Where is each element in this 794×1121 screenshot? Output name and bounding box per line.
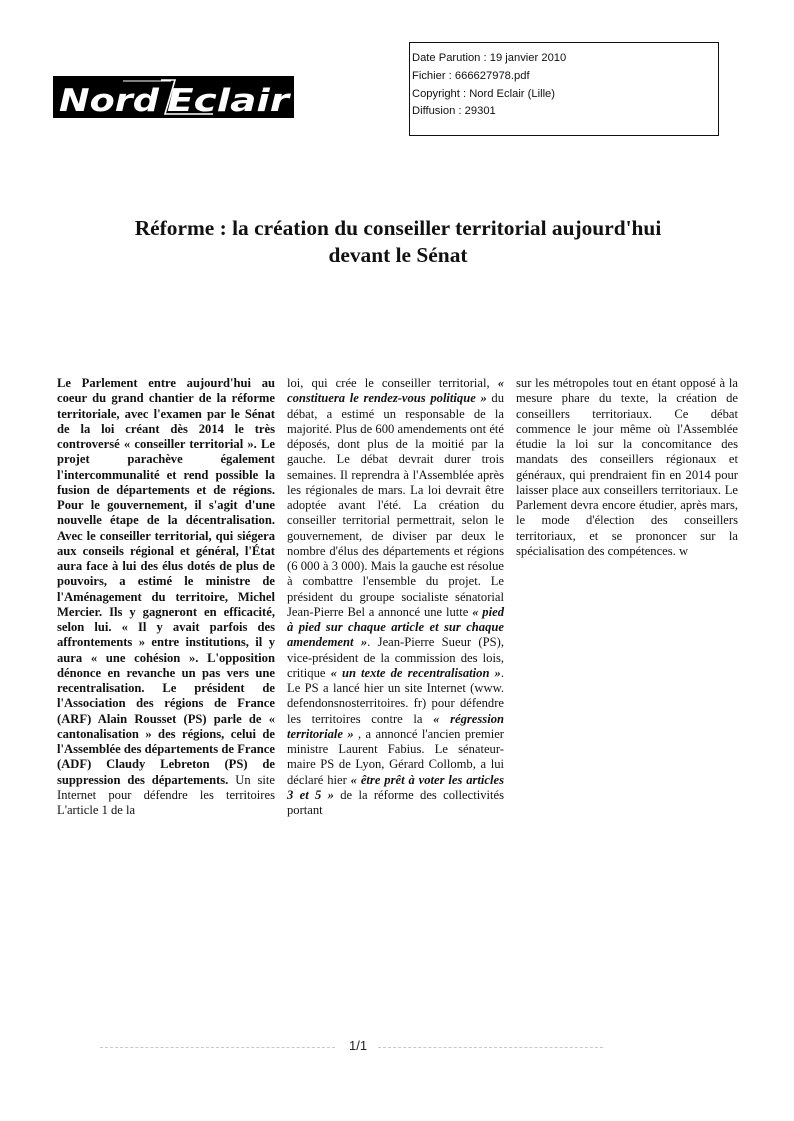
info-file: Fichier : 666627978.pdf	[412, 69, 530, 82]
quote: « constituera le rendez-vous politique »	[287, 376, 504, 406]
svg-text:Nord: Nord	[59, 83, 160, 118]
footer-rule-right	[378, 1047, 603, 1048]
body-text: sur les métropoles tout en étant opposé à la mesure phare du texte, la création de conseillers territoriaux. Ce débat commence le jour même où l'Assemblée étudie la loi sur la concomitance des mandats des conseillers régionaux et généraux, qui prendraient fin en 2014 pour laisser place aux conseillers territoriaux. Le Parlement devra encore étudier, après mars, le mode d'élection des conseillers territoriaux, et se prononcer sur la spécialisation des compétences. w	[516, 376, 738, 558]
body-text: , a annoncé l'ancien premier ministre Laurent Fabius. Le sénateur-maire PS de Lyon, Gérard Collomb, a lui déclaré hier	[287, 726, 504, 787]
title-line-1: Réforme : la création du conseiller territorial aujourd'hui	[134, 216, 662, 240]
body-text: . Le PS a lancé hier un site Internet (www. defendonsnosterritoires. fr) pour défendre les territoires contre la	[287, 665, 504, 726]
body-text: loi, qui crée le conseiller territorial,	[287, 376, 498, 390]
svg-text:Eclair: Eclair	[167, 83, 292, 118]
quote: « être prêt à voter les articles 3 et 5 »	[287, 772, 504, 802]
info-date: Date Parution : 19 janvier 2010	[412, 52, 567, 64]
page-number: 1/1	[349, 1038, 368, 1053]
quote: « pied à pied sur chaque article et sur chaque amendement »	[287, 604, 504, 650]
body-text: Un site Internet pour défendre les territoires L'article 1 de la	[57, 772, 275, 817]
body-text: de la réforme des collectivités portant	[287, 787, 504, 817]
quote: « régression territoriale »	[287, 711, 504, 741]
article-title	[60, 215, 736, 269]
publication-info-box	[409, 42, 719, 136]
body-text: . Jean-Pierre Sueur (PS), vice-président de la commission des lois, critique	[287, 635, 504, 680]
page-footer	[100, 1038, 700, 1058]
footer-rule-left	[100, 1047, 335, 1048]
info-diffusion: Diffusion : 29301	[412, 105, 496, 118]
nord-eclair-logo	[53, 76, 294, 118]
lead-paragraph: Le Parlement entre aujourd'hui au coeur du grand chantier de la réforme territoriale, avec l'examen par le Sénat de la loi créant dès 2014 le très controversé « conseiller territorial ». Le projet parachève également l'intercommunalité et rend possible la fusion de départements et de régions. Pour le gouvernement, il s'agit d'une nouvelle étape de la décentralisation. Avec le conseiller territorial, qui siégera aux conseils régional et général, l'État aura face à lui des élus dotés de plus de pouvoirs, a estimé le ministre de l'Aménagement du territoire, Michel Mercier. Ils y gagneront en efficacité, selon lui. « Il y avait parfois des affrontements » entre institutions, il y aura « une cohésion ». L'opposition dénonce en revanche un pas vers une recentralisation. Le président de l'Association des régions de France (ARF) Alain Rousset (PS) parle de « cantonalisation » des régions, celui de l'Assemblée des départements de France (ADF) Claudy Lebreton (PS) de suppression des départements.	[57, 376, 275, 787]
body-text: du débat, a estimé un responsable de la majorité. Plus de 600 amendements ont été déposés, dont plus de la moitié par la gauche. Le débat devrait durer trois semaines. Il reprendra à l'Assemblée après les régionales de mars. La loi devrait être adoptée avant l'été. La création du conseiller territorial permettrait, selon le gouvernement, de diviser par deux le nombre d'élus des départements et régions (6 000 à 3 000). Mais la gauche est résolue à combattre l'ensemble du projet. Le président du groupe socialiste sénatorial Jean-Pierre Bel a annoncé une lutte	[287, 391, 504, 619]
article-column-3	[516, 376, 738, 559]
info-copyright: Copyright : Nord Eclair (Lille)	[412, 87, 555, 100]
title-line-2: devant le Sénat	[328, 243, 468, 267]
quote: « un texte de recentralisation »	[330, 665, 501, 680]
article-column-1	[57, 376, 275, 818]
logo-graphic	[53, 76, 294, 118]
article-column-2	[287, 376, 504, 818]
